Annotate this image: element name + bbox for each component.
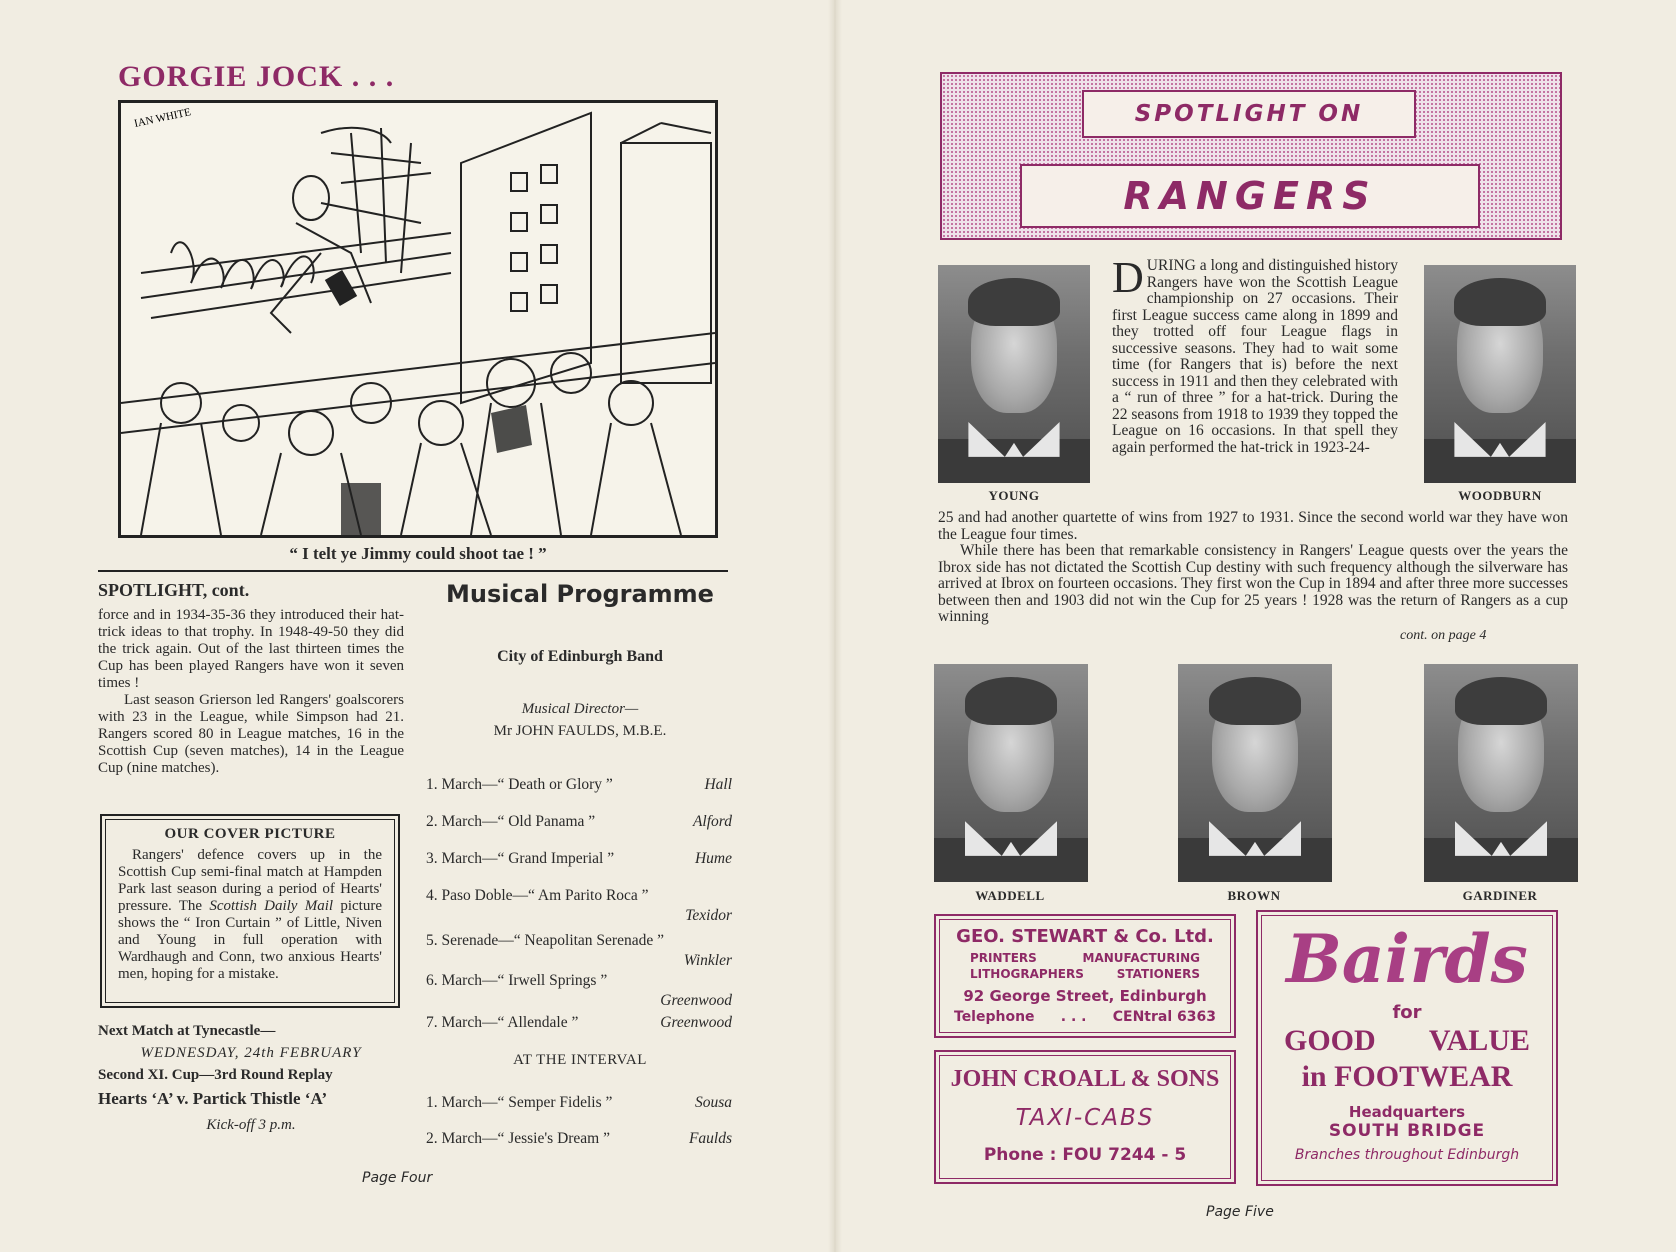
cover-picture-box — [100, 814, 400, 1008]
piece-title: 5. Serenade—“ Neapolitan Serenade ” — [426, 932, 664, 949]
ad-geo-service: STATIONERS — [1116, 967, 1200, 981]
player-photo-gardiner — [1424, 664, 1578, 882]
club-name-banner: RANGERS — [1020, 164, 1480, 228]
band-name: City of Edinburgh Band — [497, 648, 663, 665]
dropcap: D — [1112, 253, 1144, 302]
interval-item — [426, 1130, 732, 1148]
player-name: WADDELL — [975, 888, 1045, 903]
ad-geo-address: 92 George Street, Edinburgh — [963, 987, 1207, 1005]
cartoonist-signature: IAN WHITE — [133, 106, 192, 130]
ad-bairds-street: SOUTH BRIDGE — [1328, 1121, 1486, 1141]
programme-item — [426, 850, 732, 868]
programme-item — [426, 813, 732, 831]
programme-item — [426, 776, 732, 794]
page-fold — [828, 0, 842, 1252]
ad-geo-service: MANUFACTURING — [1082, 951, 1200, 965]
cartoon-drawing — [121, 103, 715, 535]
piece-title: 6. March—“ Irwell Springs ” — [426, 972, 608, 989]
director-label: Musical Director— — [521, 701, 639, 717]
programme-item — [426, 932, 732, 969]
piece-title: 1. March—“ Semper Fidelis ” — [426, 1094, 613, 1111]
interval-heading: AT THE INTERVAL — [513, 1052, 647, 1068]
composer: Greenwood — [660, 992, 732, 1009]
ad-geo-phone: CENtral 6363 — [1112, 1009, 1216, 1025]
player-photo-brown — [1178, 664, 1332, 882]
composer: Alford — [692, 813, 732, 830]
continued-note: cont. on page 4 — [1400, 628, 1487, 643]
musical-director — [420, 698, 740, 742]
ad-croall-phone: Phone : FOU 7244 - 5 — [983, 1145, 1187, 1165]
next-match-heading: Next Match at Tynecastle— — [98, 1023, 276, 1039]
programme-item — [426, 1014, 732, 1032]
page-number-right: Page Five — [1206, 1204, 1274, 1220]
ad-geo-name: GEO. STEWART & Co. Ltd. — [956, 926, 1214, 947]
spotlight-on-label: SPOTLIGHT ON — [1082, 90, 1416, 138]
piece-title: 1. March—“ Death or Glory ” — [426, 776, 613, 793]
composer: Texidor — [685, 907, 732, 924]
player-photo-young — [938, 265, 1090, 483]
programme-item — [426, 972, 732, 1009]
player-name: WOODBURN — [1458, 488, 1542, 503]
cover-text-part-2: picture shows the “ Iron Curtain ” of Little, Niven and Young in full operation with Wardhaugh and Conn, two anxious Hearts' men, hoping for a mistake. — [118, 898, 382, 982]
composer: Sousa — [694, 1094, 732, 1111]
piece-title: 4. Paso Doble—“ Am Parito Roca ” — [426, 887, 649, 904]
composer: Hume — [694, 850, 732, 867]
musical-programme-title: Musical Programme — [446, 580, 714, 608]
article-paragraph-1: URING a long and distinguished history Rangers have won the Scottish League championship on 27 occasions. Their first League success came along in 1899 and they trotted off four League flags in successive seasons. They had to wait some time (for Rangers that is) before the next success in 1911 and then they celebrated with a “ run of three ” for a hat-trick. During the 22 seasons from 1918 to 1939 they topped the League on 16 occasions. In that spell they again performed the hat-trick in 1923-24- — [1112, 257, 1398, 456]
ad-geo-phone-label: Telephone — [954, 1009, 1035, 1025]
page-number-left: Page Four — [362, 1170, 433, 1186]
ad-bairds-footwear: in FOOTWEAR — [1301, 1060, 1513, 1093]
ad-geo-stewart — [934, 914, 1236, 1038]
ad-geo-phone-dots: . . . — [1060, 1009, 1087, 1025]
player-photo-woodburn — [1424, 265, 1576, 483]
composer: Hall — [704, 776, 732, 793]
ad-bairds-value: VALUE — [1428, 1024, 1530, 1057]
composer: Winkler — [683, 952, 732, 969]
kickoff-time: Kick-off 3 p.m. — [206, 1117, 296, 1133]
piece-title: 2. March—“ Jessie's Dream ” — [426, 1130, 610, 1147]
ad-geo-service: PRINTERS — [970, 951, 1037, 965]
cover-text-part-1: Rangers' defence covers up in the Scottish Cup semi-final match at Hampden Park last season during a period of Hearts' pressure. The — [118, 847, 382, 914]
player-name: GARDINER — [1462, 888, 1538, 903]
ad-bairds — [1256, 910, 1558, 1186]
ad-john-croall — [934, 1050, 1236, 1184]
cartoon-caption: “ I telt ye Jimmy could shoot tae ! ” — [289, 544, 547, 563]
article-paragraph-1-cont: 25 and had another quartette of wins from 1927 to 1931. Since the second world war they have won the League four times. — [938, 509, 1568, 543]
cartoon-illustration — [118, 100, 718, 538]
piece-title: 3. March—“ Grand Imperial ” — [426, 850, 615, 867]
director-name: Mr JOHN FAULDS, M.B.E. — [493, 723, 667, 739]
cover-picture-title: OUR COVER PICTURE — [164, 826, 336, 842]
gorgie-jock-title: GORGIE JOCK . . . — [118, 60, 395, 93]
composer: Greenwood — [660, 1014, 732, 1031]
ad-bairds-good: GOOD — [1284, 1024, 1376, 1057]
player-name: YOUNG — [988, 488, 1040, 503]
spotlight-cont-heading: SPOTLIGHT, cont. — [98, 580, 250, 600]
ad-croall-name: JOHN CROALL & SONS — [950, 1066, 1220, 1092]
next-match-block — [98, 1020, 404, 1136]
divider-rule — [98, 570, 728, 572]
interval-item — [426, 1094, 732, 1112]
rangers-article-intro — [1112, 253, 1398, 456]
player-photo-waddell — [934, 664, 1088, 882]
programme-item — [426, 887, 732, 924]
spotlight-cont-text — [98, 607, 404, 777]
cover-picture-text — [118, 847, 382, 983]
piece-title: 2. March—“ Old Panama ” — [426, 813, 596, 830]
ad-bairds-for: for — [1392, 1002, 1422, 1023]
ad-bairds-hq: Headquarters — [1348, 1103, 1466, 1121]
piece-title: 7. March—“ Allendale ” — [426, 1014, 579, 1031]
next-match-competition: Second XI. Cup—3rd Round Replay — [98, 1067, 333, 1083]
next-match-teams: Hearts ‘A’ v. Partick Thistle ‘A’ — [98, 1089, 328, 1108]
player-name: BROWN — [1227, 888, 1281, 903]
ad-bairds-branches: Branches throughout Edinburgh — [1294, 1147, 1520, 1163]
newspaper-name: Scottish Daily Mail — [209, 898, 334, 914]
spotlight-cont-paragraph-2: Last season Grierson led Rangers' goalscorers with 23 in the League, while Simpson had 21. Rangers scored 80 in League matches, 16 in the Scottish Cup (seven matches), 14 in the League Cup (nine matches). — [98, 692, 404, 776]
composer: Faulds — [688, 1130, 732, 1147]
ad-geo-service: LITHOGRAPHERS — [970, 967, 1084, 981]
article-paragraph-2: While there has been that remarkable consistency in Rangers' League quests over the years the Ibrox side has not dictated the Scottish Cup destiny with such frequency although the silverware has arrived at Ibrox on fourteen occasions. They first won the Cup in 1894 and after three more successes between then and 1903 did not win the Cup for 25 years ! 1928 was the return of Rangers as a cup winning — [938, 542, 1568, 625]
spotlight-cont-paragraph-1: force and in 1934-35-36 they introduced their hat-trick ideas to that trophy. In 1948-49-50 they did the trick again. Out of the last thirteen times the Cup has been played Rangers have won it seven times ! — [98, 607, 404, 691]
rangers-article-body — [938, 510, 1568, 626]
ad-croall-service: TAXI-CABS — [1015, 1105, 1155, 1131]
next-match-date: WEDNESDAY, 24th FEBRUARY — [140, 1045, 362, 1061]
bairds-logo: Bairds — [1286, 920, 1528, 998]
